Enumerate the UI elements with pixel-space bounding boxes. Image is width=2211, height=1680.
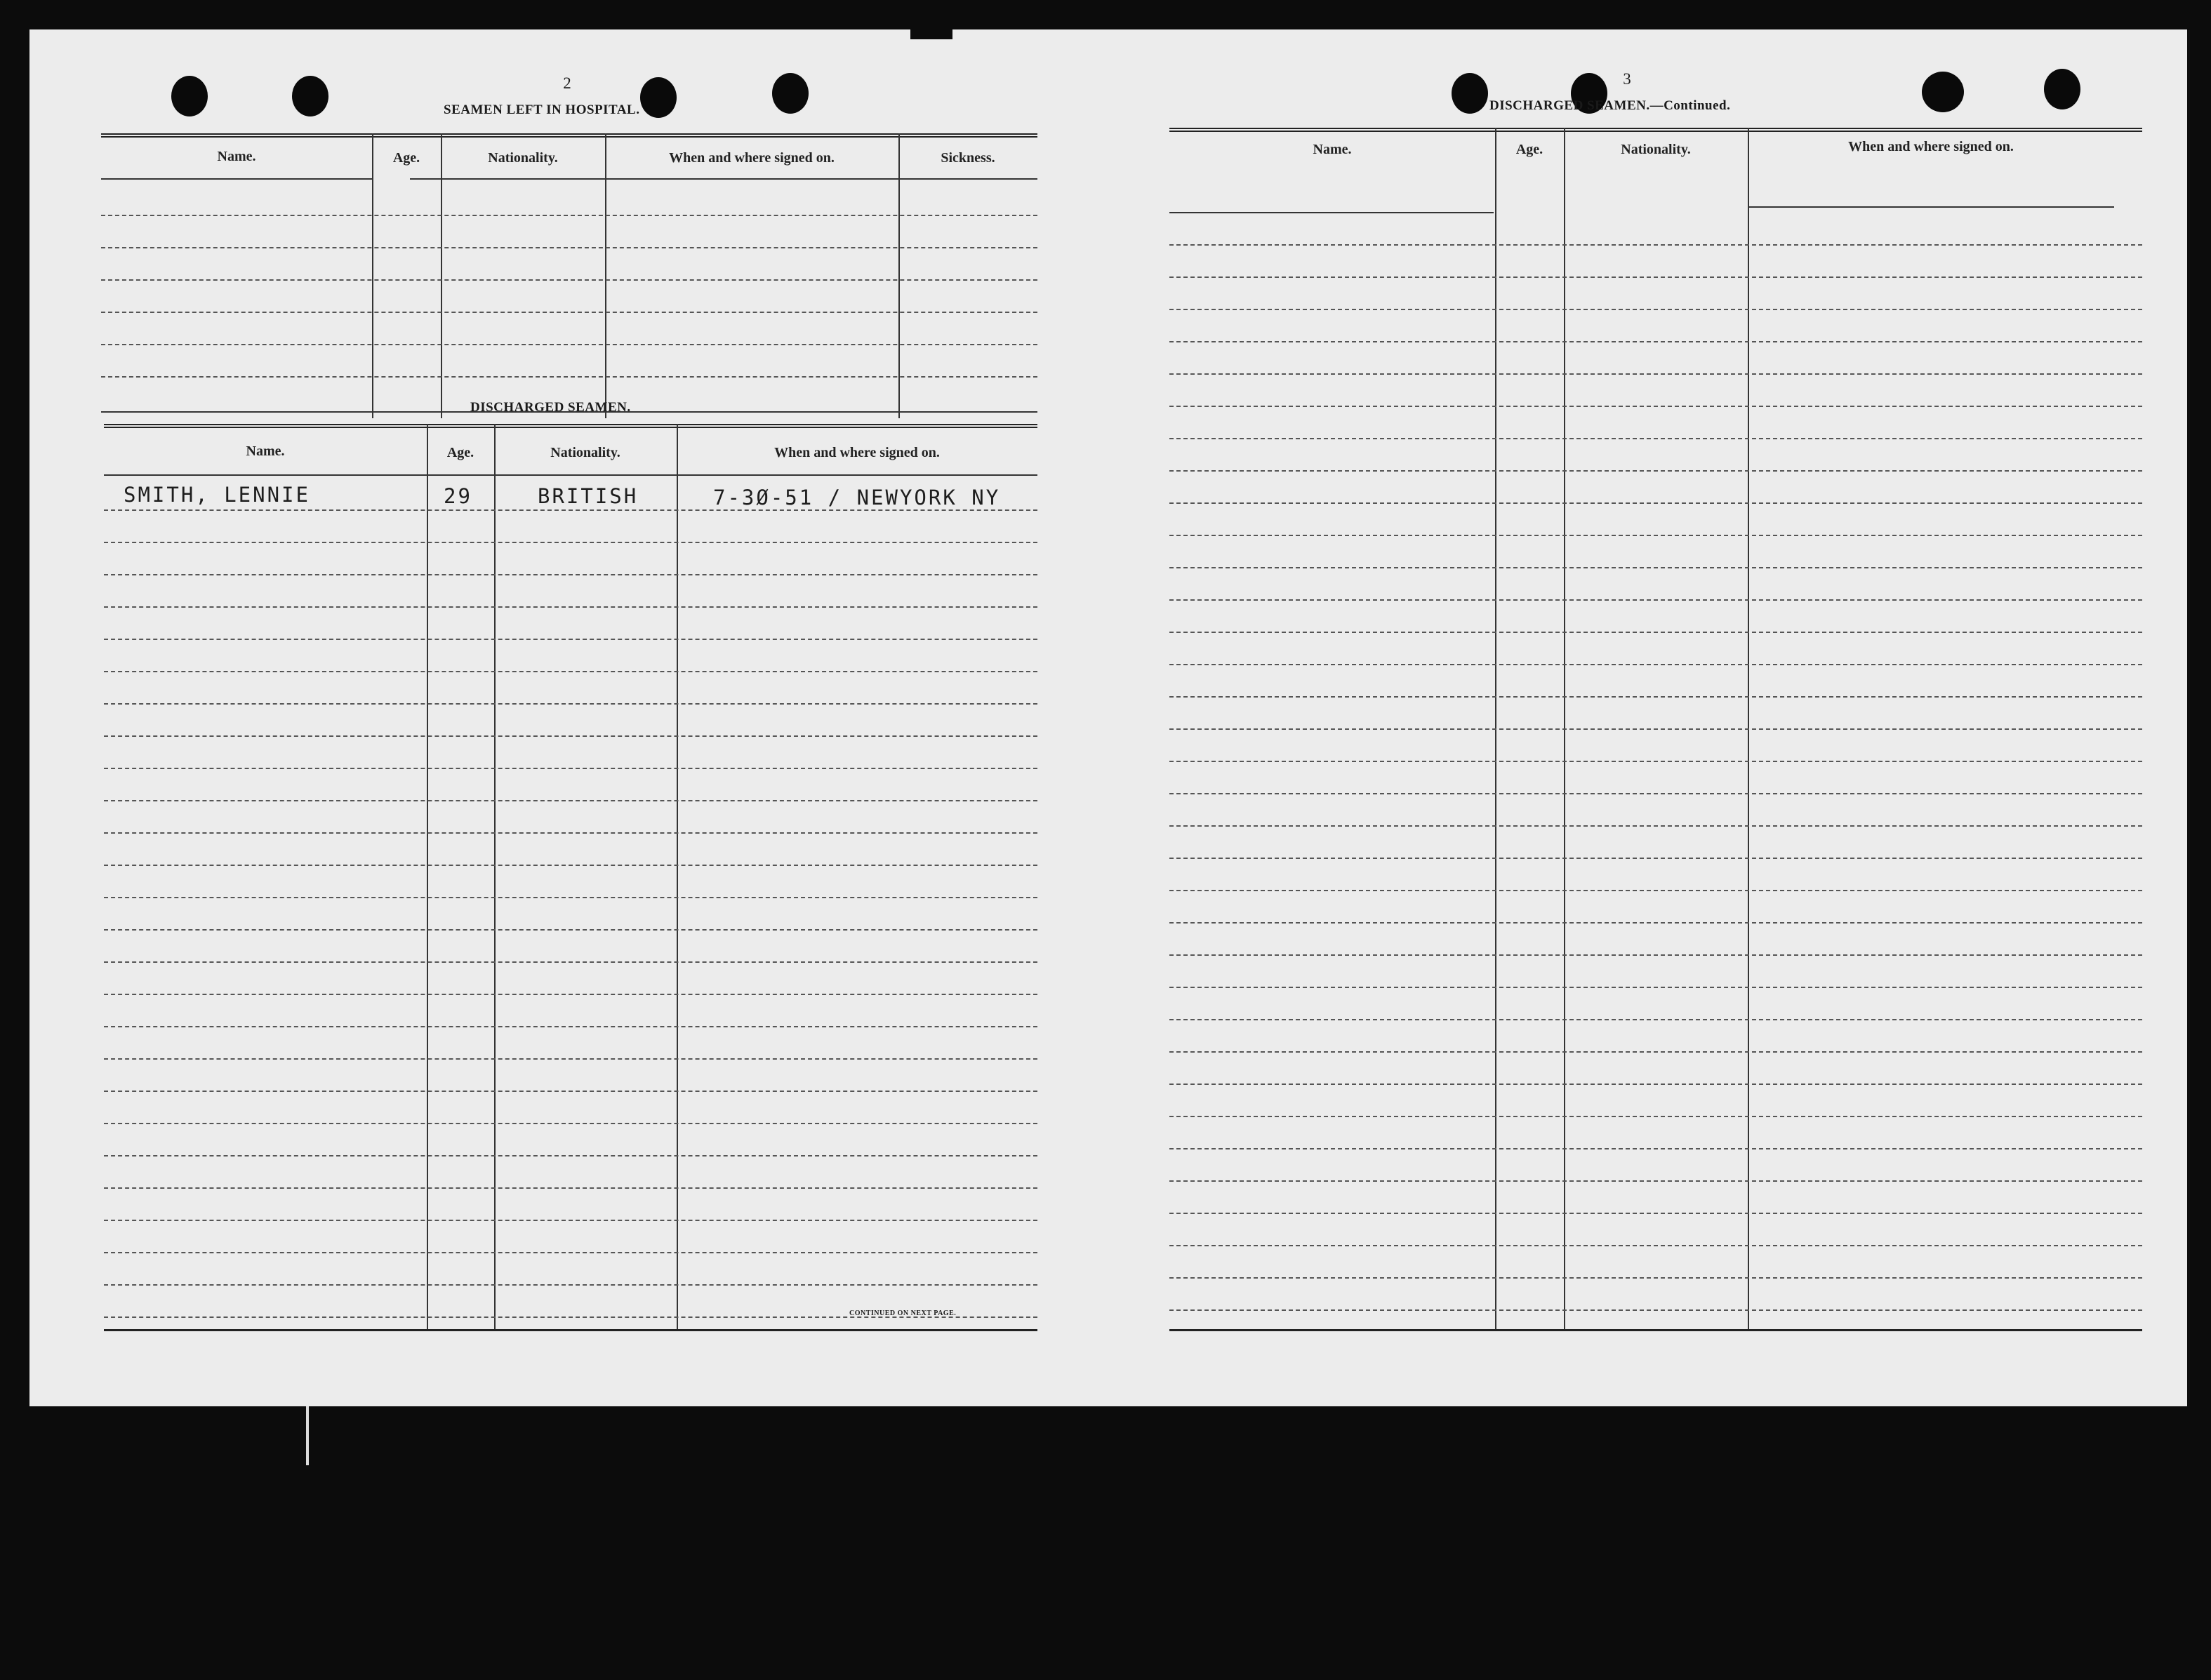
punch-hole	[1922, 72, 1964, 112]
col-header-signed-on: When and where signed on.	[669, 150, 835, 166]
cell-name: SMITH, LENNIE	[124, 483, 310, 507]
page-number-right: 3	[1623, 70, 1631, 88]
discharged-continued-title: DISCHARGED SEAMEN.—Continued.	[1489, 98, 1731, 113]
punch-hole	[640, 77, 677, 118]
cell-age: 29	[444, 484, 472, 508]
ledger-sheet	[29, 29, 2187, 1406]
punch-hole	[772, 73, 809, 114]
col-header-name: Name.	[217, 149, 256, 164]
punch-hole	[1452, 73, 1488, 114]
col-header-nationality: Nationality.	[1621, 142, 1691, 157]
col-header-age: Age.	[446, 445, 474, 460]
cell-signed-on: 7-3Ø-51 / NEWYORK NY	[713, 486, 1001, 509]
punch-hole	[171, 76, 208, 116]
punch-hole	[2044, 69, 2080, 109]
cell-nationality: BRITISH	[538, 484, 639, 508]
discharged-table-left	[104, 424, 1037, 1342]
discharged-table-right	[1169, 128, 2142, 1342]
col-header-sickness: Sickness.	[941, 150, 995, 166]
continued-footer: CONTINUED ON NEXT PAGE.	[849, 1309, 957, 1317]
col-header-signed-on: When and where signed on.	[1848, 139, 2014, 154]
col-header-signed-on: When and where signed on.	[774, 445, 940, 460]
col-header-nationality: Nationality.	[488, 150, 558, 166]
page-number-left: 2	[563, 74, 571, 92]
discharged-section-title: DISCHARGED SEAMEN.	[470, 400, 631, 415]
punch-hole	[292, 76, 328, 116]
paper-notch	[910, 29, 952, 39]
hospital-table	[101, 133, 1037, 418]
col-header-name: Name.	[1313, 142, 1352, 157]
col-header-name: Name.	[246, 444, 285, 459]
scan-artifact	[306, 1406, 309, 1465]
hospital-section-title: SEAMEN LEFT IN HOSPITAL.	[444, 102, 640, 117]
col-header-nationality: Nationality.	[550, 445, 620, 460]
col-header-age: Age.	[392, 150, 420, 166]
col-header-age: Age.	[1515, 142, 1543, 157]
